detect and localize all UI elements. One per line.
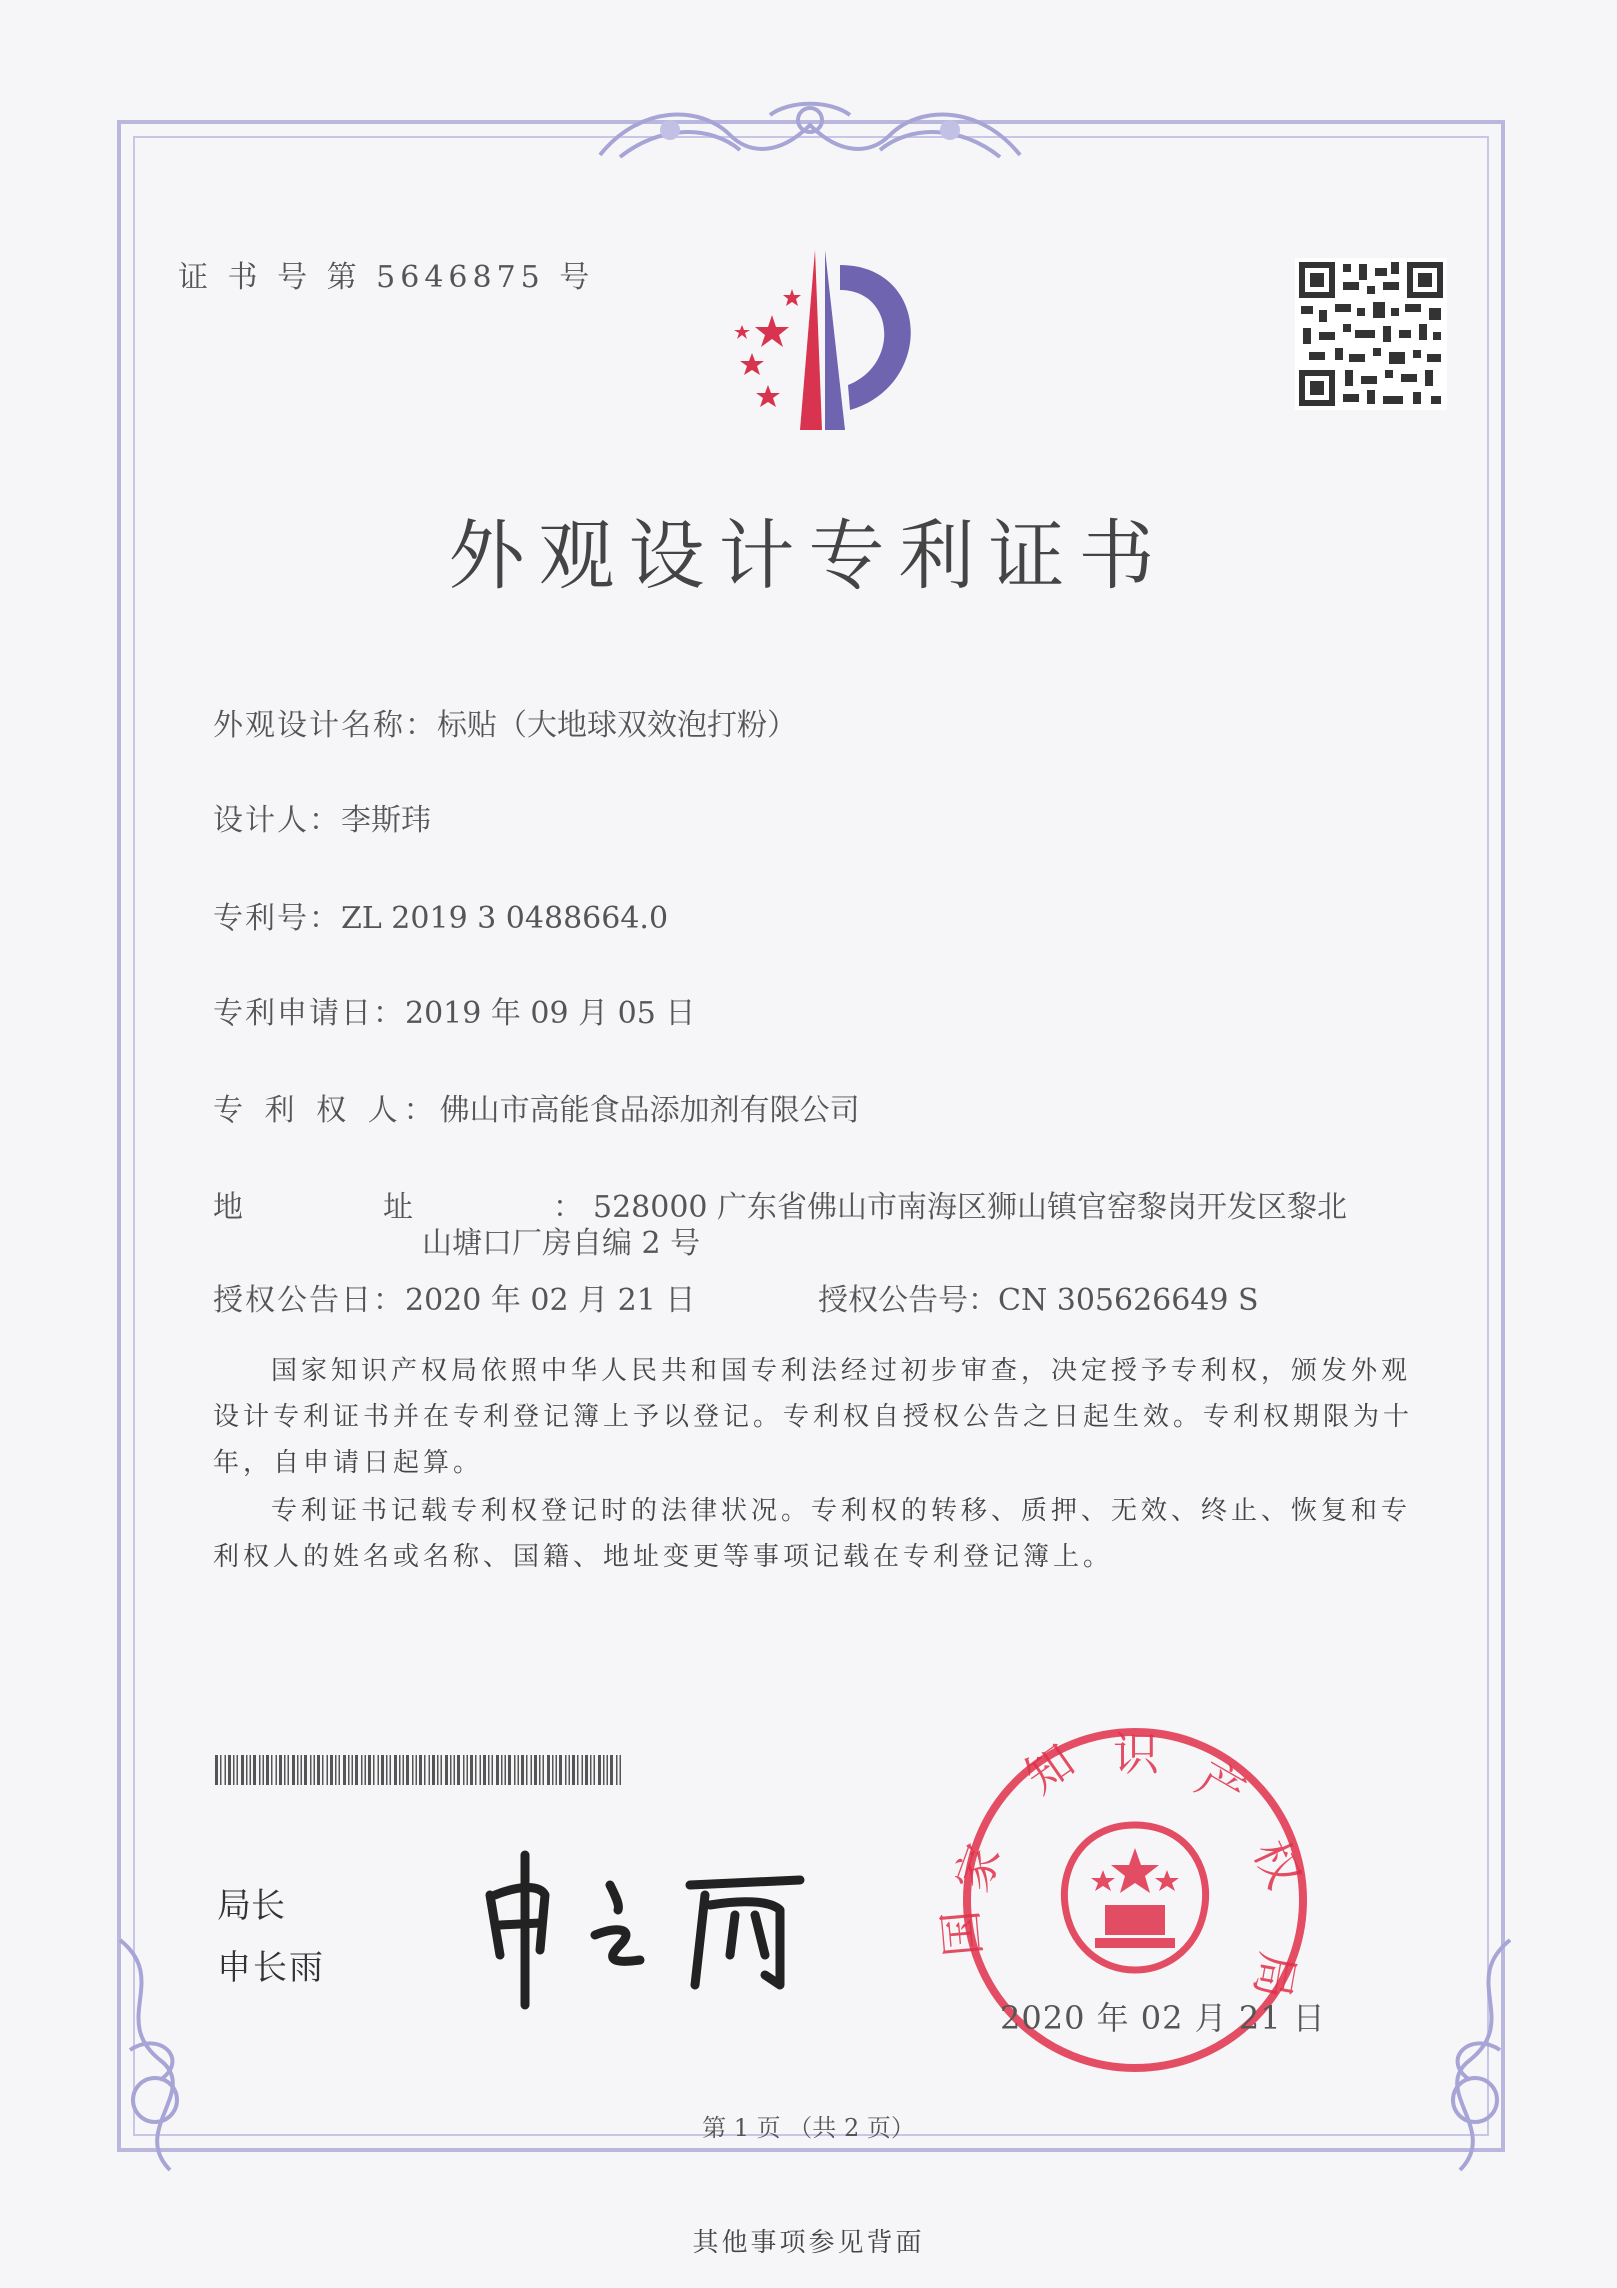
qr-code-icon — [1295, 258, 1447, 410]
design-name-label: 外观设计名称： — [213, 708, 437, 743]
paragraph-2: 专利证书记载专利权登记时的法律状况。专利权的转移、质押、无效、终止、恢复和专利权人的姓名或名称、国籍、地址变更等事项记载在专利登记簿上。 — [213, 1496, 1412, 1572]
page-number: 第 1 页 （共 2 页） — [702, 2114, 915, 2142]
grant-date-label: 授权公告日： — [213, 1283, 405, 1318]
grant-date-value: 2020 年 02 月 21 日 — [405, 1283, 696, 1318]
design-name-row — [213, 700, 797, 744]
svg-text:产: 产 — [1187, 1750, 1255, 1821]
patent-number-row — [213, 893, 668, 937]
filing-date-row — [213, 988, 695, 1032]
designer-label: 设计人： — [213, 803, 341, 838]
svg-text:家: 家 — [944, 1837, 1012, 1899]
paragraph-1: 国家知识产权局依照中华人民共和国专利法经过初步审查，决定授予专利权，颁发外观设计专利证书并在专利登记簿上予以登记。专利权自授权公告之日起生效。专利权期限为十年，自申请日起算。 — [213, 1356, 1414, 1478]
director-signature — [470, 1835, 830, 2015]
svg-text:局: 局 — [1244, 1948, 1306, 2003]
design-name-value: 标贴（大地球双效泡打粉） — [437, 708, 797, 743]
address-label: 地址： — [213, 1190, 723, 1225]
top-ornament-icon — [580, 95, 1040, 175]
svg-text:识: 识 — [1113, 1727, 1159, 1781]
barcode-icon — [215, 1755, 625, 1785]
bottom-left-ornament-icon — [100, 1930, 220, 2190]
address-row — [213, 1182, 1347, 1226]
svg-text:知: 知 — [1015, 1733, 1084, 1805]
grant-publication-number — [818, 1275, 1259, 1319]
designer-value: 李斯玮 — [341, 803, 431, 838]
certificate-number: 证 书 号 第 5646875 号 — [178, 260, 595, 295]
seal-date: 2020 年 02 月 21 日 — [1000, 1999, 1326, 2037]
filing-date-label: 专利申请日： — [213, 996, 405, 1031]
grant-date-row — [213, 1275, 695, 1319]
designer-row — [213, 795, 431, 839]
address-value-line1: 528000 广东省佛山市南海区狮山镇官窑黎岗开发区黎北 — [593, 1190, 1348, 1225]
grant-pub-label: 授权公告号： — [818, 1283, 998, 1318]
grant-pub-value: CN 305626649 S — [998, 1283, 1259, 1318]
filing-date-value: 2019 年 09 月 05 日 — [405, 996, 696, 1031]
document-title: 外观设计专利证书 — [448, 511, 1169, 600]
footer-note: 其他事项参见背面 — [692, 2228, 925, 2258]
director-name: 申长雨 — [217, 1948, 325, 1988]
bottom-right-ornament-icon — [1410, 1930, 1530, 2190]
svg-text:国: 国 — [933, 1908, 991, 1959]
cnipa-logo-icon — [700, 245, 940, 435]
director-title: 局长 — [217, 1886, 285, 1926]
patent-number-label: 专利号： — [213, 901, 341, 936]
svg-text:权: 权 — [1243, 1831, 1312, 1897]
patentee-row — [213, 1085, 860, 1129]
patentee-value: 佛山市高能食品添加剂有限公司 — [439, 1093, 860, 1128]
patent-number-value: ZL 2019 3 0488664.0 — [341, 901, 669, 936]
patentee-label: 专 利 权 人： — [213, 1093, 440, 1128]
address-value-line2: 山塘口厂房自编 2 号 — [422, 1226, 701, 1261]
